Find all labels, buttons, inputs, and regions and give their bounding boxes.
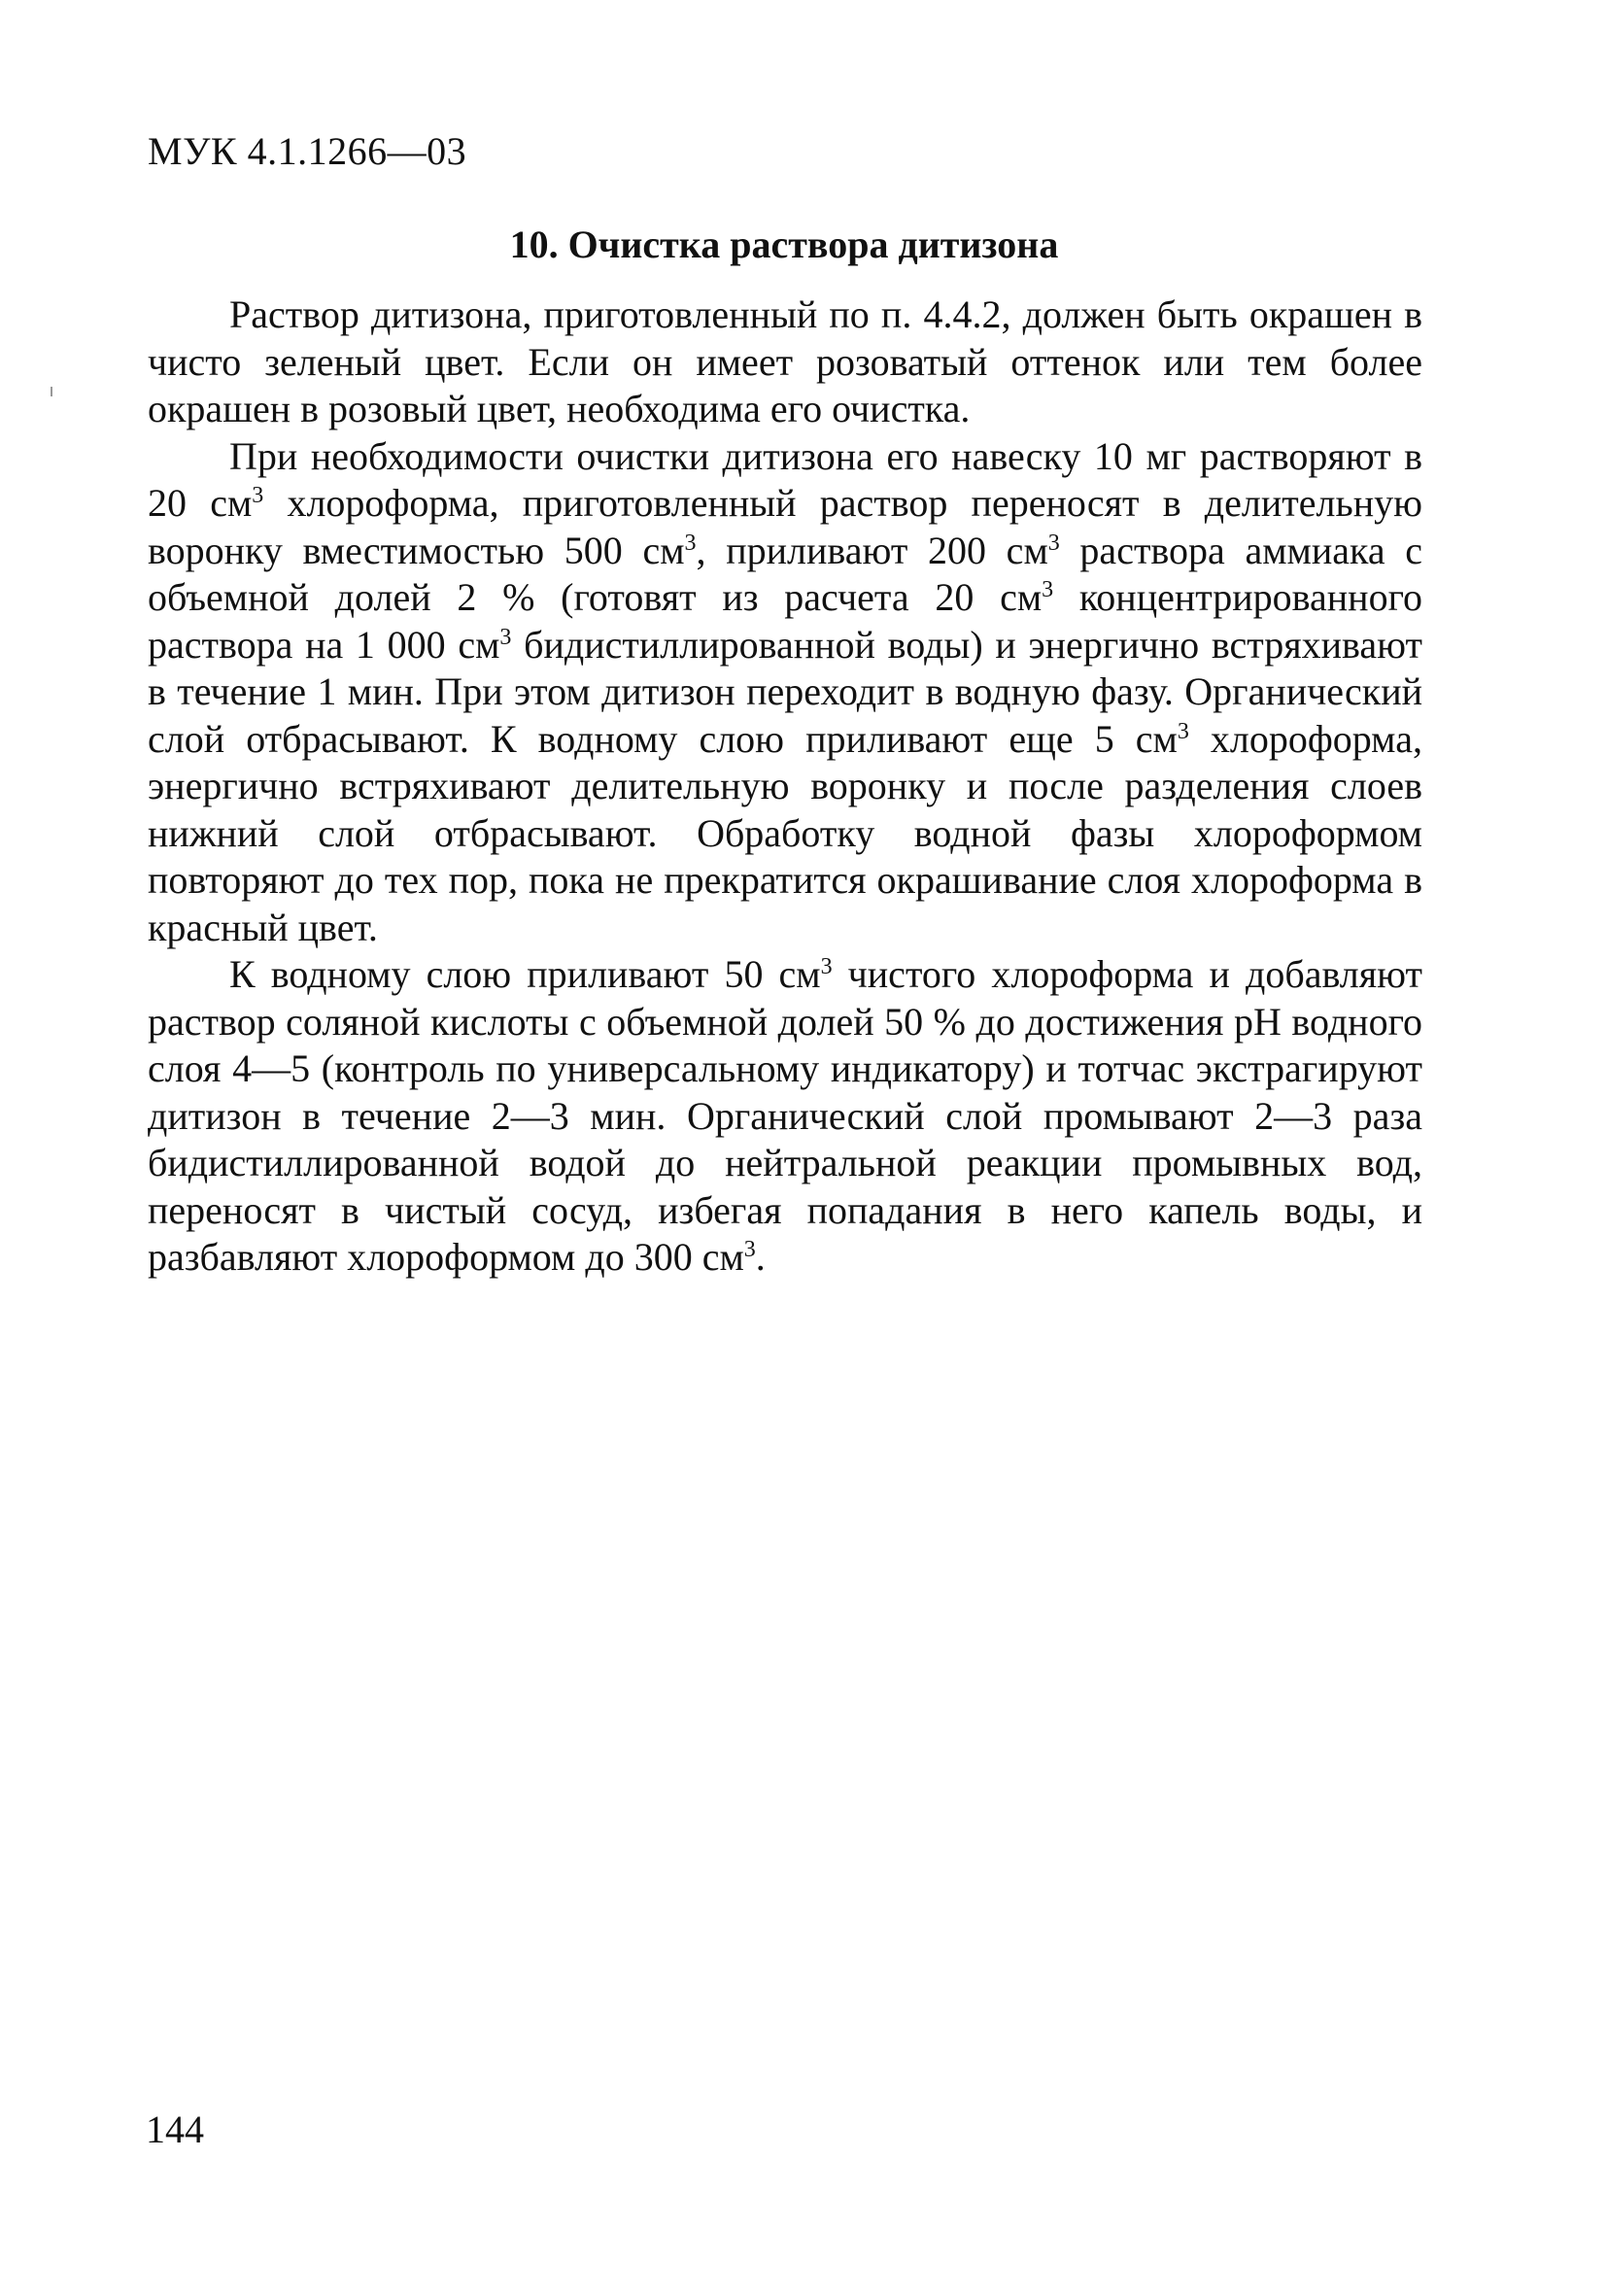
superscript-exponent: 3 xyxy=(1047,530,1060,556)
paragraph-2 xyxy=(148,433,1422,952)
superscript-exponent: 3 xyxy=(1042,577,1054,602)
paragraph-text: хлороформа, приготовленный раствор переносят в делительную воронку вместимостью 500 см xyxy=(148,481,1422,572)
paragraph-1 xyxy=(148,291,1422,433)
paragraph-text: раствора аммиака с объемной долей 2 % (готовят из расчета 20 см xyxy=(148,528,1423,619)
paragraph-text: К водному слою приливают 50 см xyxy=(229,952,821,996)
paragraph-text: При необходимости очистки дитизона его навеску 10 мг растворяют в 20 см xyxy=(148,433,1422,525)
superscript-exponent: 3 xyxy=(684,530,697,556)
paragraph-text: , приливают 200 см xyxy=(696,528,1048,572)
paragraph-text: чистого хлороформа и добавляют раствор соляной кислоты с объемной долей 50 % до достижения рН водного слоя 4—5 (контроль по универсальному индикатору) и тотчас экстрагируют дитизон в течение 2—3 мин. Органический слой промывают 2—3 раза бидистиллированной водой до нейтральной реакции промывных вод, переносят в чистый сосуд, избегая попадания в него капель воды, и разбавляют хлороформом до 300 см xyxy=(148,952,1422,1279)
superscript-exponent: 3 xyxy=(743,1237,756,1262)
superscript-exponent: 3 xyxy=(499,624,512,650)
paragraph-3 xyxy=(148,951,1422,1282)
paragraph-text: . xyxy=(755,1235,766,1279)
paragraph-text: концентрированного раствора на 1 000 см xyxy=(148,575,1422,667)
superscript-exponent: 3 xyxy=(820,954,833,979)
paragraph-text: хлороформа, энергично встряхивают делительную воронку и после разделения слоев нижний слой отбрасывают. Обработку водной фазы хлороформом повторяют до тех пор, пока не прекратится окрашивание слоя хлороформа в красный цвет. xyxy=(148,716,1422,949)
section-title: 10. Очистка раствора дитизона xyxy=(509,223,1059,266)
scan-speck xyxy=(51,387,52,396)
paragraph-text: Раствор дитизона, приготовленный по п. 4.4.2, должен быть окрашен в чисто зеленый цвет. Если он имеет розоватый оттенок или тем более окрашен в розовый цвет, необходима его очистка. xyxy=(148,292,1422,430)
page-number: 144 xyxy=(146,2108,204,2151)
document-code: МУК 4.1.1266—03 xyxy=(148,129,467,173)
superscript-exponent: 3 xyxy=(1177,718,1189,744)
superscript-exponent: 3 xyxy=(252,483,264,508)
body-text xyxy=(148,291,1422,1282)
paragraph-text: бидистиллированной воды) и энергично встряхивают в течение 1 мин. При этом дитизон переходит в водную фазу. Органический слой отбрасывают. К водному слою приливают еще 5 см xyxy=(148,622,1422,761)
